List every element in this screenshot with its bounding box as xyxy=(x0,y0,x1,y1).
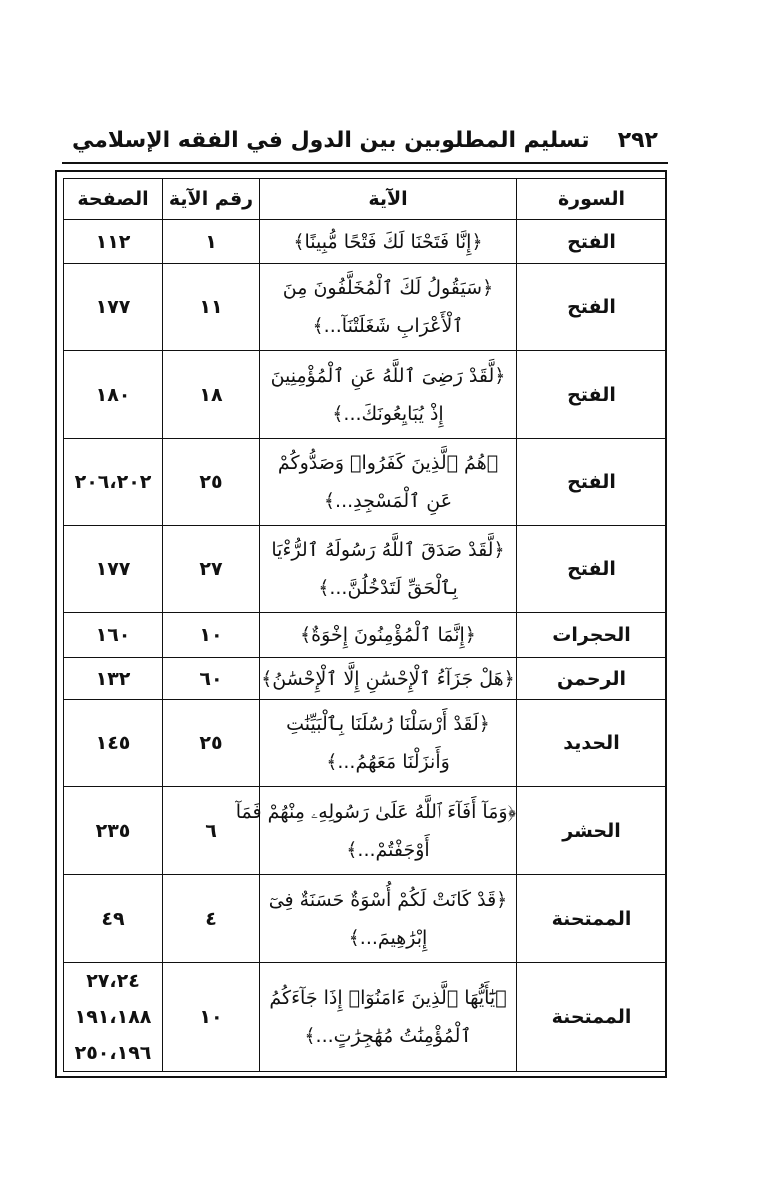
page-reference: ١١٢ xyxy=(95,230,131,253)
page-cell xyxy=(64,351,163,439)
ayah-text-line: ﴿لَّقَدْ صَدَقَ ٱللَّهُ رَسُولَهُ ٱلرُّءْيَا xyxy=(271,539,505,561)
ayah-number-cell: ٤ xyxy=(163,875,260,963)
ayah-text-line: إِذْ يُبَايِعُونَكَ...﴾ xyxy=(332,402,444,425)
table-header-row xyxy=(64,179,667,220)
page-number: ٢٩٢ xyxy=(617,128,658,153)
table-row xyxy=(64,264,667,351)
column-header-ayah: الآية xyxy=(260,179,517,220)
ayah-text-line: أَوْجَفْتُمْ...﴾ xyxy=(346,838,430,861)
table-row xyxy=(64,700,667,787)
surah-cell: الحشر xyxy=(517,787,667,875)
page-reference: ١٨٠ xyxy=(95,383,131,406)
ayah-text-line: ﴿إِنَّا فَتَحْنَا لَكَ فَتْحًا مُّبِينًا﴾ xyxy=(293,230,483,253)
ayah-text-line: وَأَنزَلْنَا مَعَهُمُ...﴾ xyxy=(326,751,450,773)
surah-cell: الفتح xyxy=(517,264,667,351)
ayah-text-line: ﴿لَّقَدْ رَضِىَ ٱللَّهُ عَنِ ٱلْمُؤْمِنِينَ xyxy=(270,364,506,387)
page-reference: ١٤٥ xyxy=(95,732,131,754)
table-row xyxy=(64,613,667,658)
surah-cell: الممتحنة xyxy=(517,963,667,1072)
page-reference: ١٦٠ xyxy=(95,624,131,646)
surah-cell: الحديد xyxy=(517,700,667,787)
page-cell xyxy=(64,875,163,963)
ayah-cell xyxy=(260,613,517,658)
surah-cell: الفتح xyxy=(517,439,667,526)
surah-cell: الحجرات xyxy=(517,613,667,658)
surah-cell: الممتحنة xyxy=(517,875,667,963)
page-reference: ٢٥٠،١٩٦ xyxy=(74,1042,152,1064)
page-cell xyxy=(64,264,163,351)
ayah-text-line: عَنِ ٱلْمَسْجِدِ...﴾ xyxy=(323,490,453,512)
page-reference: ٢٣٥ xyxy=(95,819,131,842)
table-row xyxy=(64,526,667,613)
ayah-number-cell: ٢٥ xyxy=(163,700,260,787)
ayah-number-cell: ١٠ xyxy=(163,963,260,1072)
ayah-number-cell: ١ xyxy=(163,220,260,264)
page-reference: ١٧٧ xyxy=(95,296,131,318)
page-header xyxy=(62,128,668,162)
ayah-number-cell: ١٠ xyxy=(163,613,260,658)
ayah-text-line: بِٱلْحَقِّ لَتَدْخُلُنَّ...﴾ xyxy=(318,577,458,599)
ayah-cell xyxy=(260,439,517,526)
table-row xyxy=(64,658,667,700)
page-reference: ١٣٢ xyxy=(95,667,131,690)
ayah-number-cell: ٢٥ xyxy=(163,439,260,526)
page-reference: ٢٠٦،٢٠٢ xyxy=(74,471,152,493)
page-reference: ١٩١،١٨٨ xyxy=(74,1006,152,1028)
page-reference: ٢٧،٢٤ xyxy=(86,970,140,992)
table-row xyxy=(64,220,667,264)
ayah-text-line: ﴿هَلْ جَزَآءُ ٱلْإِحْسَٰنِ إِلَّا ٱلْإِحْسَٰنُ﴾ xyxy=(261,667,515,690)
surah-cell: الفتح xyxy=(517,220,667,264)
column-header-surah: السورة xyxy=(517,179,667,220)
ayah-text-line: ﴿وَمَآ أَفَآءَ ٱللَّهُ عَلَىٰ رَسُولِهِۦ مِنْهُمْ فَمَآ xyxy=(235,800,516,823)
ayah-number-cell: ١٨ xyxy=(163,351,260,439)
page-cell xyxy=(64,787,163,875)
surah-cell: الرحمن xyxy=(517,658,667,700)
header-rule xyxy=(62,162,668,164)
book-title: تسليم المطلوبين بين الدول في الفقه الإسلامي xyxy=(72,128,590,153)
ayah-cell xyxy=(260,700,517,787)
ayah-number-cell: ٢٧ xyxy=(163,526,260,613)
surah-cell: الفتح xyxy=(517,526,667,613)
ayah-text-line: ﴿إِنَّمَا ٱلْمُؤْمِنُونَ إِخْوَةٌ﴾ xyxy=(300,624,476,646)
page-cell xyxy=(64,613,163,658)
table-row xyxy=(64,875,667,963)
page-cell xyxy=(64,963,163,1072)
page-cell xyxy=(64,700,163,787)
ayah-text-line: ٱلْمُؤْمِنَٰتُ مُهَٰجِرَٰتٍ...﴾ xyxy=(304,1025,472,1047)
ayah-cell xyxy=(260,875,517,963)
ayah-text-line: ﴿قَدْ كَانَتْ لَكُمْ أُسْوَةٌ حَسَنَةٌ فِىٓ xyxy=(268,888,508,911)
ayah-number-cell: ٦ xyxy=(163,787,260,875)
ayah-text-line: ﴿سَيَقُولُ لَكَ ٱلْمُخَلَّفُونَ مِنَ xyxy=(282,277,494,299)
column-header-page: الصفحة xyxy=(64,179,163,220)
page-cell xyxy=(64,439,163,526)
page-cell xyxy=(64,220,163,264)
ayah-cell xyxy=(260,526,517,613)
verses-index-table xyxy=(63,178,667,1072)
ayah-cell xyxy=(260,963,517,1072)
table-row xyxy=(64,787,667,875)
column-header-ayah-number: رقم الآية xyxy=(163,179,260,220)
ayah-cell xyxy=(260,264,517,351)
page-cell xyxy=(64,658,163,700)
ayah-text-line: ﴿يَٰٓأَيُّهَا ٱلَّذِينَ ءَامَنُوٓا۟ إِذَا جَآءَكُمُ xyxy=(269,987,507,1009)
ayah-cell xyxy=(235,787,517,875)
ayah-cell xyxy=(260,351,517,439)
ayah-cell xyxy=(260,658,517,700)
table-row xyxy=(64,351,667,439)
ayah-text-line: ﴿لَقَدْ أَرْسَلْنَا رُسُلَنَا بِٱلْبَيِّنَٰتِ xyxy=(286,713,490,735)
ayah-text-line: إِبْرَٰهِيمَ...﴾ xyxy=(348,926,428,949)
table-row xyxy=(64,963,667,1072)
ayah-text-line: ٱلْأَعْرَابِ شَغَلَتْنَآ...﴾ xyxy=(312,315,464,337)
ayah-cell xyxy=(260,220,517,264)
ayah-number-cell: ٦٠ xyxy=(163,658,260,700)
ayah-text-line: ﴿هُمُ ٱلَّذِينَ كَفَرُوا۟ وَصَدُّوكُمْ xyxy=(277,452,499,474)
page-reference: ٤٩ xyxy=(101,907,125,930)
table-row xyxy=(64,439,667,526)
surah-cell: الفتح xyxy=(517,351,667,439)
ayah-number-cell: ١١ xyxy=(163,264,260,351)
page-reference: ١٧٧ xyxy=(95,558,131,580)
page-cell xyxy=(64,526,163,613)
